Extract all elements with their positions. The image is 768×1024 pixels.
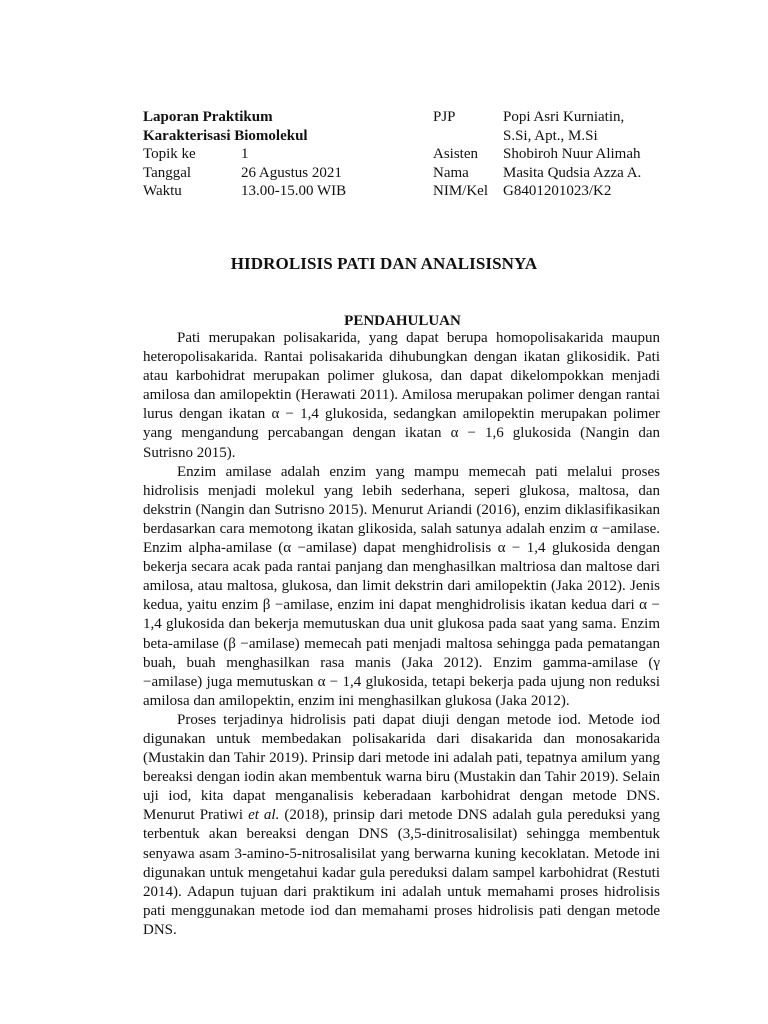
topic-value: 1 — [241, 146, 249, 162]
assistant-value: Shobiroh Nuur Alimah — [503, 146, 641, 162]
pjp-label: PJP — [433, 109, 456, 125]
header-row-date — [143, 164, 423, 183]
name-label: Nama — [433, 164, 469, 181]
report-title: Laporan Praktikum — [143, 109, 273, 125]
header-row-assistant — [433, 145, 733, 164]
nim-value: G8401201023/K2 — [503, 183, 612, 199]
time-label: Waktu — [143, 183, 182, 199]
section-heading: PENDAHULUAN — [344, 313, 461, 329]
assistant-label: Asisten — [433, 146, 478, 162]
pjp-title-label — [433, 127, 503, 146]
body-text — [143, 329, 660, 940]
header-row-time — [143, 182, 423, 201]
name-value: Masita Qudsia Azza A. — [503, 164, 642, 181]
date-value: 26 Agustus 2021 — [241, 164, 342, 181]
topic-label: Topik ke — [143, 146, 196, 162]
date-label: Tanggal — [143, 164, 192, 181]
et-al-italic: et al. — [248, 807, 280, 824]
header-row-name — [433, 164, 733, 183]
header-row-topic — [143, 145, 423, 164]
document-title: HIDROLISIS PATI DAN ANALISISNYA — [230, 254, 538, 273]
header-row-pjp-title — [433, 127, 733, 146]
report-header-left — [143, 108, 423, 201]
pjp-value: Popi Asri Kurniatin, — [503, 109, 625, 125]
nim-label: NIM/Kel — [433, 183, 488, 199]
pjp-title-value: S.Si, Apt., M.Si — [503, 127, 598, 144]
header-row-pjp — [433, 108, 733, 127]
paragraph-3: Proses terjadinya hidrolisis pati dapat diuji dengan metode iod. Metode iod digunakan untuk membedakan polisakarida dari disakarida dan monosakarida (Mustakin dan Tahir 2019). Prinsip dari metode ini adalah pati, tepatnya amilum yang bereaksi dengan iodin akan membentuk warna biru (Mustakin dan Tahir 2019). Selain uji iod, kita dapat menganalisis keberadaan karbohidrat dengan metode DNS. Menurut Pratiwi et al. (2018), prinsip dari metode DNS adalah gula pereduksi yang terbentuk akan bereaksi dengan DNS (3,5-dinitrosalisilat) sehingga membentuk senyawa asam 3-amino-5-nitrosalisilat yang berwarna kuning kecoklatan. Metode ini digunakan untuk mengetahui kadar gula pereduksi dalam sampel karbohidrat (Restuti 2014). Adapun tujuan dari praktikum ini adalah untuk memahami proses hidrolisis pati menggunakan metode iod dan memahami proses hidrolisis pati dengan metode DNS. — [143, 711, 660, 938]
course-title: Karakterisasi Biomolekul — [143, 127, 308, 144]
report-header-right — [433, 108, 733, 201]
paragraph-2: Enzim amilase adalah enzim yang mampu memecah pati melalui proses hidrolisis menjadi molekul yang lebih sederhana, seperi glukosa, maltosa, dan dekstrin (Nangin dan Sutrisno 2015). Menurut Ariandi (2016), enzim diklasifikasikan berdasarkan cara memotong ikatan glikosida, salah satunya adalah enzim α −amilase. Enzim alpha-amilase (α −amilase) dapat menghidrolisis α − 1,4 glukosida dengan bekerja secara acak pada rantai panjang dan menghasilkan maltriosa dan maltose dari amilosa, atau maltosa, glukosa, dan limit dekstrin dari amilopektin (Jaka 2012). Jenis kedua, yaitu enzim β −amilase, enzim ini dapat menghidrolisis ikatan kedua dari α − 1,4 glukosida dan bekerja memutuskan dua unit glukosa pada saat yang sama. Enzim beta-amilase (β −amilase) memecah pati menjadi maltosa sehingga pada pematangan buah, buah menghasilkan rasa manis (Jaka 2012). Enzim gamma-amilase (γ −amilase) juga memutuskan α − 1,4 glukosida, tetapi bekerja pada ujung non reduksi amilosa dan amilopektin, enzim ini menghasilkan glukosa (Jaka 2012). — [143, 463, 660, 709]
header-row-nim — [433, 182, 733, 201]
time-value: 13.00-15.00 WIB — [241, 183, 347, 199]
paragraph-1: Pati merupakan polisakarida, yang dapat berupa homopolisakarida maupun heteropolisakarida. Rantai polisakarida dihubungkan dengan ikatan glikosidik. Pati atau karbohidrat merupakan polimer glukosa, dan dapat dikelompokkan menjadi amilosa dan amilopektin (Herawati 2011). Amilosa merupakan polimer dengan rantai lurus dengan ikatan α − 1,4 glukosida, sedangkan amilopektin merupakan polimer yang mengandung percabangan dengan ikatan α − 1,6 glukosida (Nangin dan Sutrisno 2015). — [143, 330, 660, 461]
